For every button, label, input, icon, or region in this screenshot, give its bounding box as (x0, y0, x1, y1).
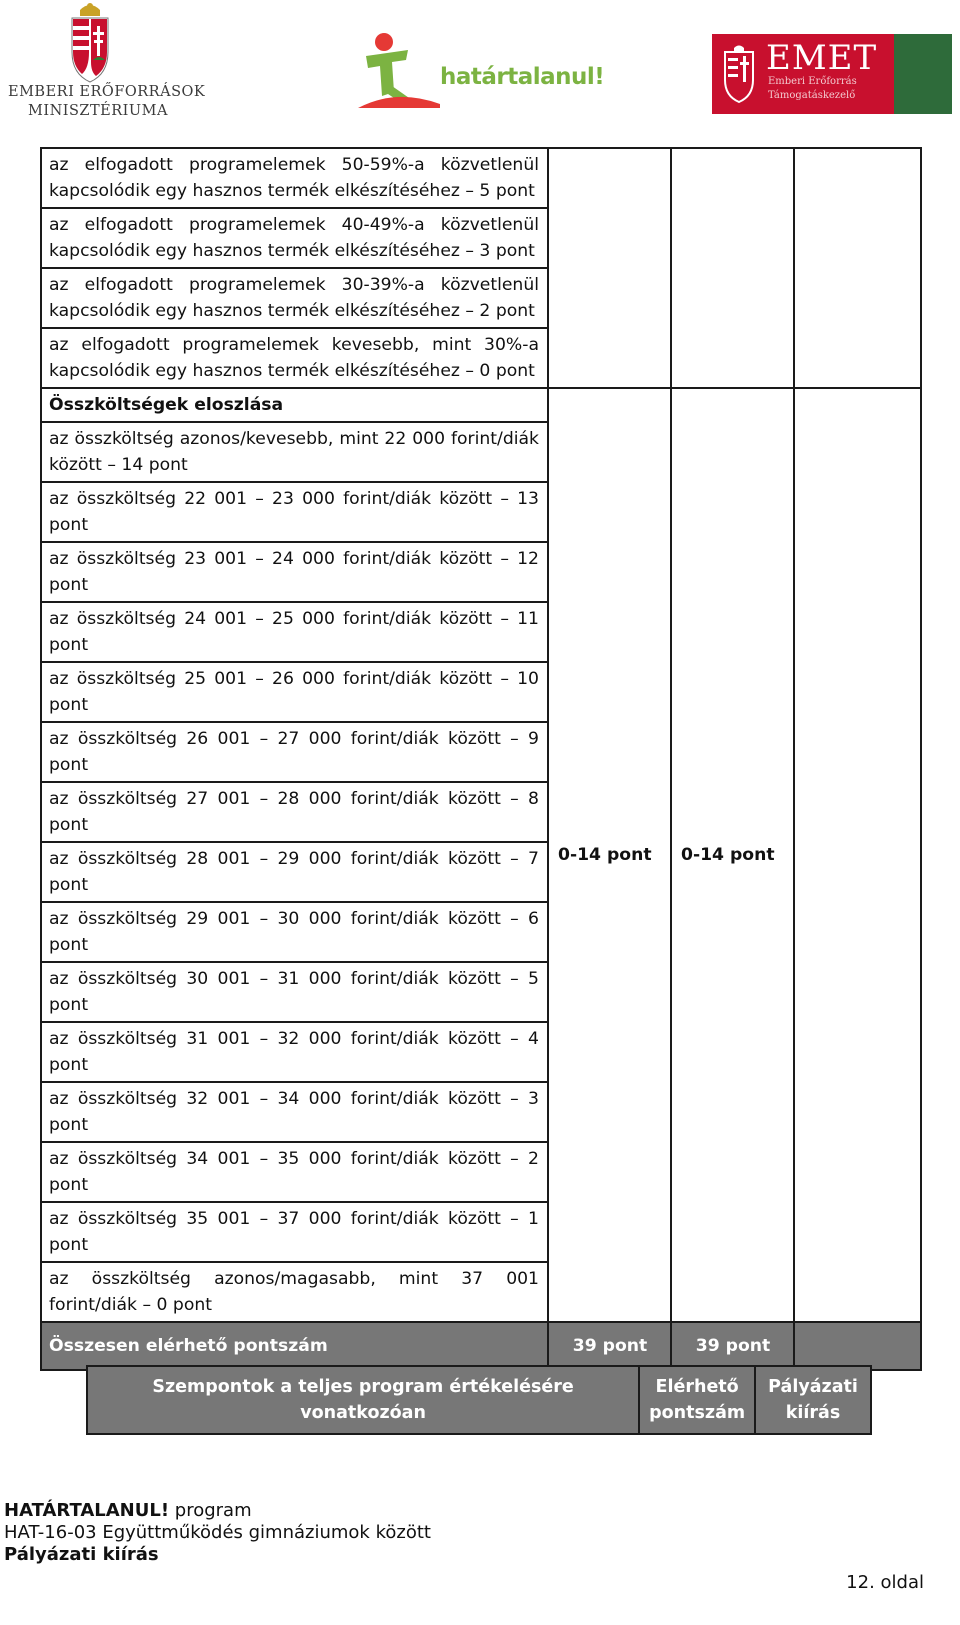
criteria-table (40, 147, 922, 1371)
criterion-cell: az összköltség 31 001 – 32 000 forint/diák között – 4 pont (41, 1022, 548, 1082)
criterion-cell: az összköltség 32 001 – 34 000 forint/diák között – 3 pont (41, 1082, 548, 1142)
page-number: 12. oldal (846, 1572, 924, 1593)
footer-line3: Pályázati kiírás (4, 1544, 159, 1565)
section-title: Összköltségek eloszlása (41, 388, 548, 422)
footer-line1 (4, 1500, 956, 1522)
hungarian-coat-of-arms-icon (722, 44, 756, 104)
running-figure-icon (356, 30, 442, 110)
cost-points-cell: 0-14 pont (548, 388, 671, 1322)
table-row (41, 388, 921, 422)
criterion-cell: az összköltség 24 001 – 25 000 forint/diák között – 11 pont (41, 602, 548, 662)
emmi-logo (4, 2, 206, 120)
cost-kiiras-cell: 0-14 pont (671, 388, 794, 1322)
criterion-cell: az elfogadott programelemek 50-59%-a közvetlenül kapcsolódik egy hasznos termék elkészítéséhez – 5 pont (41, 148, 548, 208)
empty-cell (794, 148, 921, 388)
empty-cell (794, 388, 921, 1322)
emmi-name-line2: MINISZTÉRIUMA (28, 103, 168, 119)
column-header-criteria: Szempontok a teljes program értékelésére vonatkozóan (87, 1366, 639, 1434)
footer-line2: HAT-16-03 Együttműködés gimnáziumok között (4, 1522, 431, 1543)
column-header-kiiras: Pályázati kiírás (755, 1366, 871, 1434)
criterion-cell: az összköltség 25 001 – 26 000 forint/diák között – 10 pont (41, 662, 548, 722)
page-footer (4, 1500, 956, 1566)
emet-green-panel (894, 34, 952, 114)
footer-program-name: HATÁRTALANUL! (4, 1500, 170, 1521)
criterion-cell: az elfogadott programelemek 40-49%-a közvetlenül kapcsolódik egy hasznos termék elkészítéséhez – 3 pont (41, 208, 548, 268)
criterion-cell: az összköltség 35 001 – 37 000 forint/diák között – 1 pont (41, 1202, 548, 1262)
emet-wordmark: EMET (766, 38, 878, 78)
emet-subtitle-line2: Támogatáskezelő (768, 90, 856, 101)
table-row (41, 148, 921, 208)
criterion-cell: az összköltség 28 001 – 29 000 forint/diák között – 7 pont (41, 842, 548, 902)
criterion-cell: az összköltség 22 001 – 23 000 forint/diák között – 13 pont (41, 482, 548, 542)
criterion-cell: az elfogadott programelemek kevesebb, mint 30%-a kapcsolódik egy hasznos termék elkészítéséhez – 0 pont (41, 328, 548, 388)
criterion-cell: az összköltség azonos/kevesebb, mint 22 000 forint/diák között – 14 pont (41, 422, 548, 482)
criterion-cell: az elfogadott programelemek 30-39%-a közvetlenül kapcsolódik egy hasznos termék elkészítéséhez – 2 pont (41, 268, 548, 328)
emmi-name-line1: EMBERI ERŐFORRÁSOK (8, 84, 206, 100)
footer-program-suffix: program (169, 1500, 252, 1521)
empty-cell (794, 1322, 921, 1370)
hungarian-coat-of-arms-icon (66, 2, 114, 84)
criterion-cell: az összköltség 34 001 – 35 000 forint/diák között – 2 pont (41, 1142, 548, 1202)
total-points: 39 pont (548, 1322, 671, 1370)
emet-logo (712, 34, 952, 114)
total-kiiras: 39 pont (671, 1322, 794, 1370)
criterion-cell: az összköltség 30 001 – 31 000 forint/diák között – 5 pont (41, 962, 548, 1022)
criterion-cell: az összköltség 27 001 – 28 000 forint/diák között – 8 pont (41, 782, 548, 842)
program-evaluation-header-table (86, 1365, 872, 1435)
emet-subtitle-line1: Emberi Erőforrás (768, 76, 857, 87)
hatartalanul-wordmark: határtalanul! (440, 64, 605, 90)
total-row (41, 1322, 921, 1370)
criterion-cell: az összköltség 23 001 – 24 000 forint/diák között – 12 pont (41, 542, 548, 602)
column-header-points: Elérhető pontszám (639, 1366, 755, 1434)
criterion-cell: az összköltség 29 001 – 30 000 forint/diák között – 6 pont (41, 902, 548, 962)
criterion-cell: az összköltség azonos/magasabb, mint 37 001 forint/diák – 0 pont (41, 1262, 548, 1322)
kiiras-cell (671, 148, 794, 388)
criterion-cell: az összköltség 26 001 – 27 000 forint/diák között – 9 pont (41, 722, 548, 782)
header-row (87, 1366, 871, 1434)
total-label: Összesen elérhető pontszám (41, 1322, 548, 1370)
points-cell (548, 148, 671, 388)
hatartalanul-logo (356, 28, 605, 116)
